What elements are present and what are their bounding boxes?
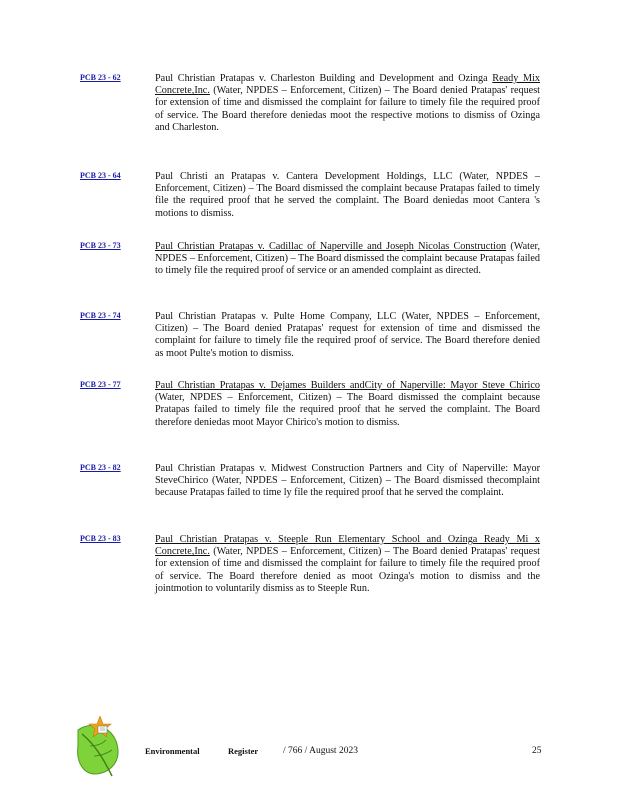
case-description (155, 171, 540, 220)
case-number-link[interactable]: PCB 23 - 64 (80, 171, 121, 180)
leaf-logo-icon (72, 716, 124, 778)
case-title-underlined: Paul Christian Pratapas v. Cadillac of Naperville and Joseph Nicolas Construction (155, 241, 507, 252)
page-footer (0, 710, 618, 780)
case-title: Paul Christi an Pratapas v. Cantera Development Holdings, LLC (155, 171, 453, 182)
case-number-link[interactable]: PCB 23 - 82 (80, 463, 121, 472)
case-title-underlined: Paul Christian Pratapas v. Dejames Builders andCity of Naperville: Mayor Steve Chirico (155, 380, 540, 391)
case-summary: (Water, NPDES – Enforcement, Citizen) – The Board dismissed the complaint because Pratapas failed to timely file the required proof that he served the complaint. The Board therefore deniedas moot Mayor Chirico's motion to dismiss. (155, 392, 540, 428)
case-summary: (Water, NPDES – Enforcement, Citizen) – The Board denied Pratapas' request for extension of time and dismissed the complaint for failure to timely file the required proof of service. The Board therefore deniedas moot the respective motions to dismiss of Ozinga and Charleston. (155, 85, 540, 133)
publication-name: Environmental (145, 746, 200, 756)
case-description (155, 534, 540, 595)
case-title: Paul Christian Pratapas v. Midwest Construction Partners and City of Naperville: Mayor SteveChirico (155, 463, 540, 487)
page-number: 25 (532, 746, 542, 756)
register-label: Register (228, 746, 259, 756)
case-description (155, 380, 540, 429)
issue-info: / 766 / August 2023 (283, 746, 358, 756)
case-summary: (Water, NPDES – Enforcement, Citizen) – The Board dismissed the complaint because Pratapas failed to timely file the required proof of service or an amended complaint as directed. (155, 241, 540, 277)
case-description (155, 463, 540, 500)
case-title-underlined: Ready Mix Concrete,Inc. (155, 73, 540, 97)
case-summary: (Water, NPDES – Enforcement, Citizen) – The Board dismissed the complaint because Pratapas failed to timely file the required proof that he served the complaint. The Board deniedas moot Cantera 's motions to dismiss. (155, 171, 540, 219)
case-summary: (Water, NPDES – Enforcement, Citizen) – The Board denied Pratapas' request for extension of time and dismissed the complaint for failure to timely file the required proof of service. The Board therefore denied as moot Pulte's motion to dismiss. (155, 311, 540, 359)
case-number-link[interactable]: PCB 23 - 83 (80, 534, 121, 543)
case-title: Paul Christian Pratapas v. Charleston Building and Development and Ozinga (155, 73, 493, 84)
case-description (155, 241, 540, 278)
case-number-link[interactable]: PCB 23 - 73 (80, 241, 121, 250)
case-description (155, 311, 540, 360)
case-description (155, 73, 540, 134)
case-number-link[interactable]: PCB 23 - 74 (80, 311, 121, 320)
case-number-link[interactable]: PCB 23 - 77 (80, 380, 121, 389)
case-summary: (Water, NPDES – Enforcement, Citizen) – The Board denied Pratapas' request for extension of time and dismissed the complaint for failure to timely file the required proof of service. The Board therefore denied as moot Ozinga's motion to dismiss and the jointmotion to voluntarily dismiss as to Steeple Run. (155, 546, 540, 594)
case-title-underlined: Paul Christian Pratapas v. Steeple Run Elementary School and Ozinga Ready Mi x Concrete,Inc. (155, 534, 540, 558)
case-title: Paul Christian Pratapas v. Pulte Home Company, LLC (155, 311, 397, 322)
case-summary: (Water, NPDES – Enforcement, Citizen) – The Board dismissed thecomplaint because Pratapas failed to time ly file the required proof that he served the complaint. (155, 475, 540, 499)
case-number-link[interactable]: PCB 23 - 62 (80, 73, 121, 82)
